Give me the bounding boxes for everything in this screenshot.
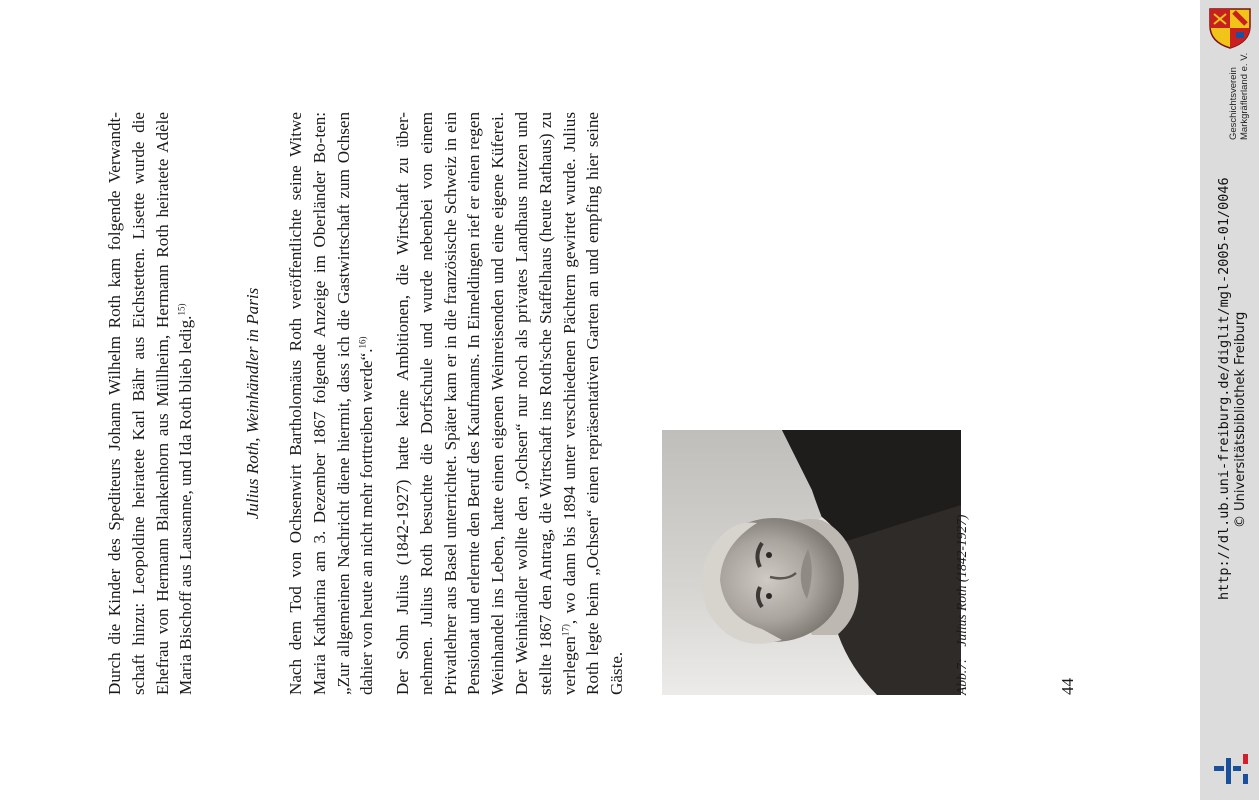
portrait-drawing bbox=[662, 430, 961, 695]
portrait-photo bbox=[662, 430, 961, 695]
library-sidebar bbox=[1200, 0, 1259, 800]
permalink-url[interactable]: http://dl.ub.uni-freiburg.de/diglit/mgl-2005-01/0046 bbox=[1216, 177, 1232, 600]
copyright-notice: © Universitätsbibliothek Freiburg bbox=[1233, 311, 1248, 528]
figure-label: Abb.7: bbox=[954, 658, 969, 695]
figure-caption bbox=[954, 515, 970, 695]
text-line: ten: „Zur allgemeinen Nachricht diene hiermit, dass ich die Gastwirtschaft zum bbox=[309, 112, 353, 695]
text-line: Durch die Kinder des Spediteurs Johann Wilhelm Roth kam folgende Verwandt- bbox=[105, 112, 124, 695]
text-line: (heute Rathaus) zu verlegen bbox=[535, 112, 579, 695]
text-line: Maria Katharina am 3. Dezember 1867 folgende Anzeige im Oberländer Bo- bbox=[309, 137, 329, 695]
paragraph-family bbox=[103, 112, 198, 695]
text-line: Küferei. Der Weinhändler wollte den „Ochsen“ nur noch als privates Landhaus bbox=[488, 112, 531, 695]
text-line: Ochsen dahier von heute an nicht mehr forttreiben werde“. bbox=[333, 112, 377, 695]
society-name-line2: Markgräflerland e. V. bbox=[1239, 52, 1250, 140]
text-line: nutzen und stellte 1867 den Antrag, die Wirtschaft ins Roth'sche Staffelhaus bbox=[511, 111, 555, 695]
society-name bbox=[1228, 53, 1250, 140]
footnote-ref: 16) bbox=[357, 336, 368, 349]
text-line: Maria Bischoff aus Lausanne, und Ida Roth blieb ledig. bbox=[176, 315, 196, 695]
coat-of-arms-icon bbox=[1206, 6, 1254, 50]
text-line: , wo dann bis 1894 unter verschiedenen Pächtern bbox=[559, 274, 579, 625]
text-line: schaft hinzu: Leopoldine heiratete Karl Bähr aus Eichstetten. Lisette wurde die bbox=[128, 112, 148, 695]
society-name-line1: Geschichtsverein bbox=[1228, 67, 1239, 140]
figure-caption-text: Julius Roth (1842-1927) bbox=[954, 514, 969, 647]
paragraph-widow-notice bbox=[284, 112, 379, 695]
paragraph-julius-roth bbox=[391, 112, 629, 695]
text-line: Ehefrau von Hermann Blankenhorn aus Müllheim, Hermann Roth heiratete Adèle bbox=[152, 112, 172, 695]
page-number: 44 bbox=[1058, 678, 1077, 695]
text-line: nehmen. Julius Roth besuchte die Dorfschule und wurde nebenbei von einem bbox=[416, 112, 436, 695]
text-line: regen Weinhandel ins Leben, hatte einen eigenen Weinreisenden und eine eigene bbox=[464, 112, 508, 695]
ub-freiburg-logo-icon bbox=[1212, 752, 1252, 786]
text-line: Privatlehrer aus Basel unterrichtet. Später kam er in die französische Schweiz in bbox=[440, 137, 460, 695]
text-line: und empfing hier seine Gäste. bbox=[583, 111, 627, 695]
text-line: Nach dem Tod von Ochsenwirt Bartholomäus Roth veröffentlichte seine Witwe bbox=[286, 112, 305, 695]
text-line: ein Pensionat und erlernte den Beruf des Kaufmanns. In Eimeldingen rief er einen bbox=[440, 111, 484, 695]
text-line: Der Sohn Julius (1842-1927) hatte keine Ambitionen, die Wirtschaft zu über- bbox=[393, 112, 412, 695]
footnote-ref: 15) bbox=[176, 303, 187, 316]
section-heading: Julius Roth, Weinhändler in Paris bbox=[243, 287, 262, 520]
text-line: gewirtet wurde. Julius Roth legte beim „Ochsen“ einen repräsentativen Garten an bbox=[559, 112, 603, 695]
footnote-ref: 17) bbox=[559, 624, 570, 637]
sidebar-rotated-content bbox=[1200, 0, 1259, 800]
